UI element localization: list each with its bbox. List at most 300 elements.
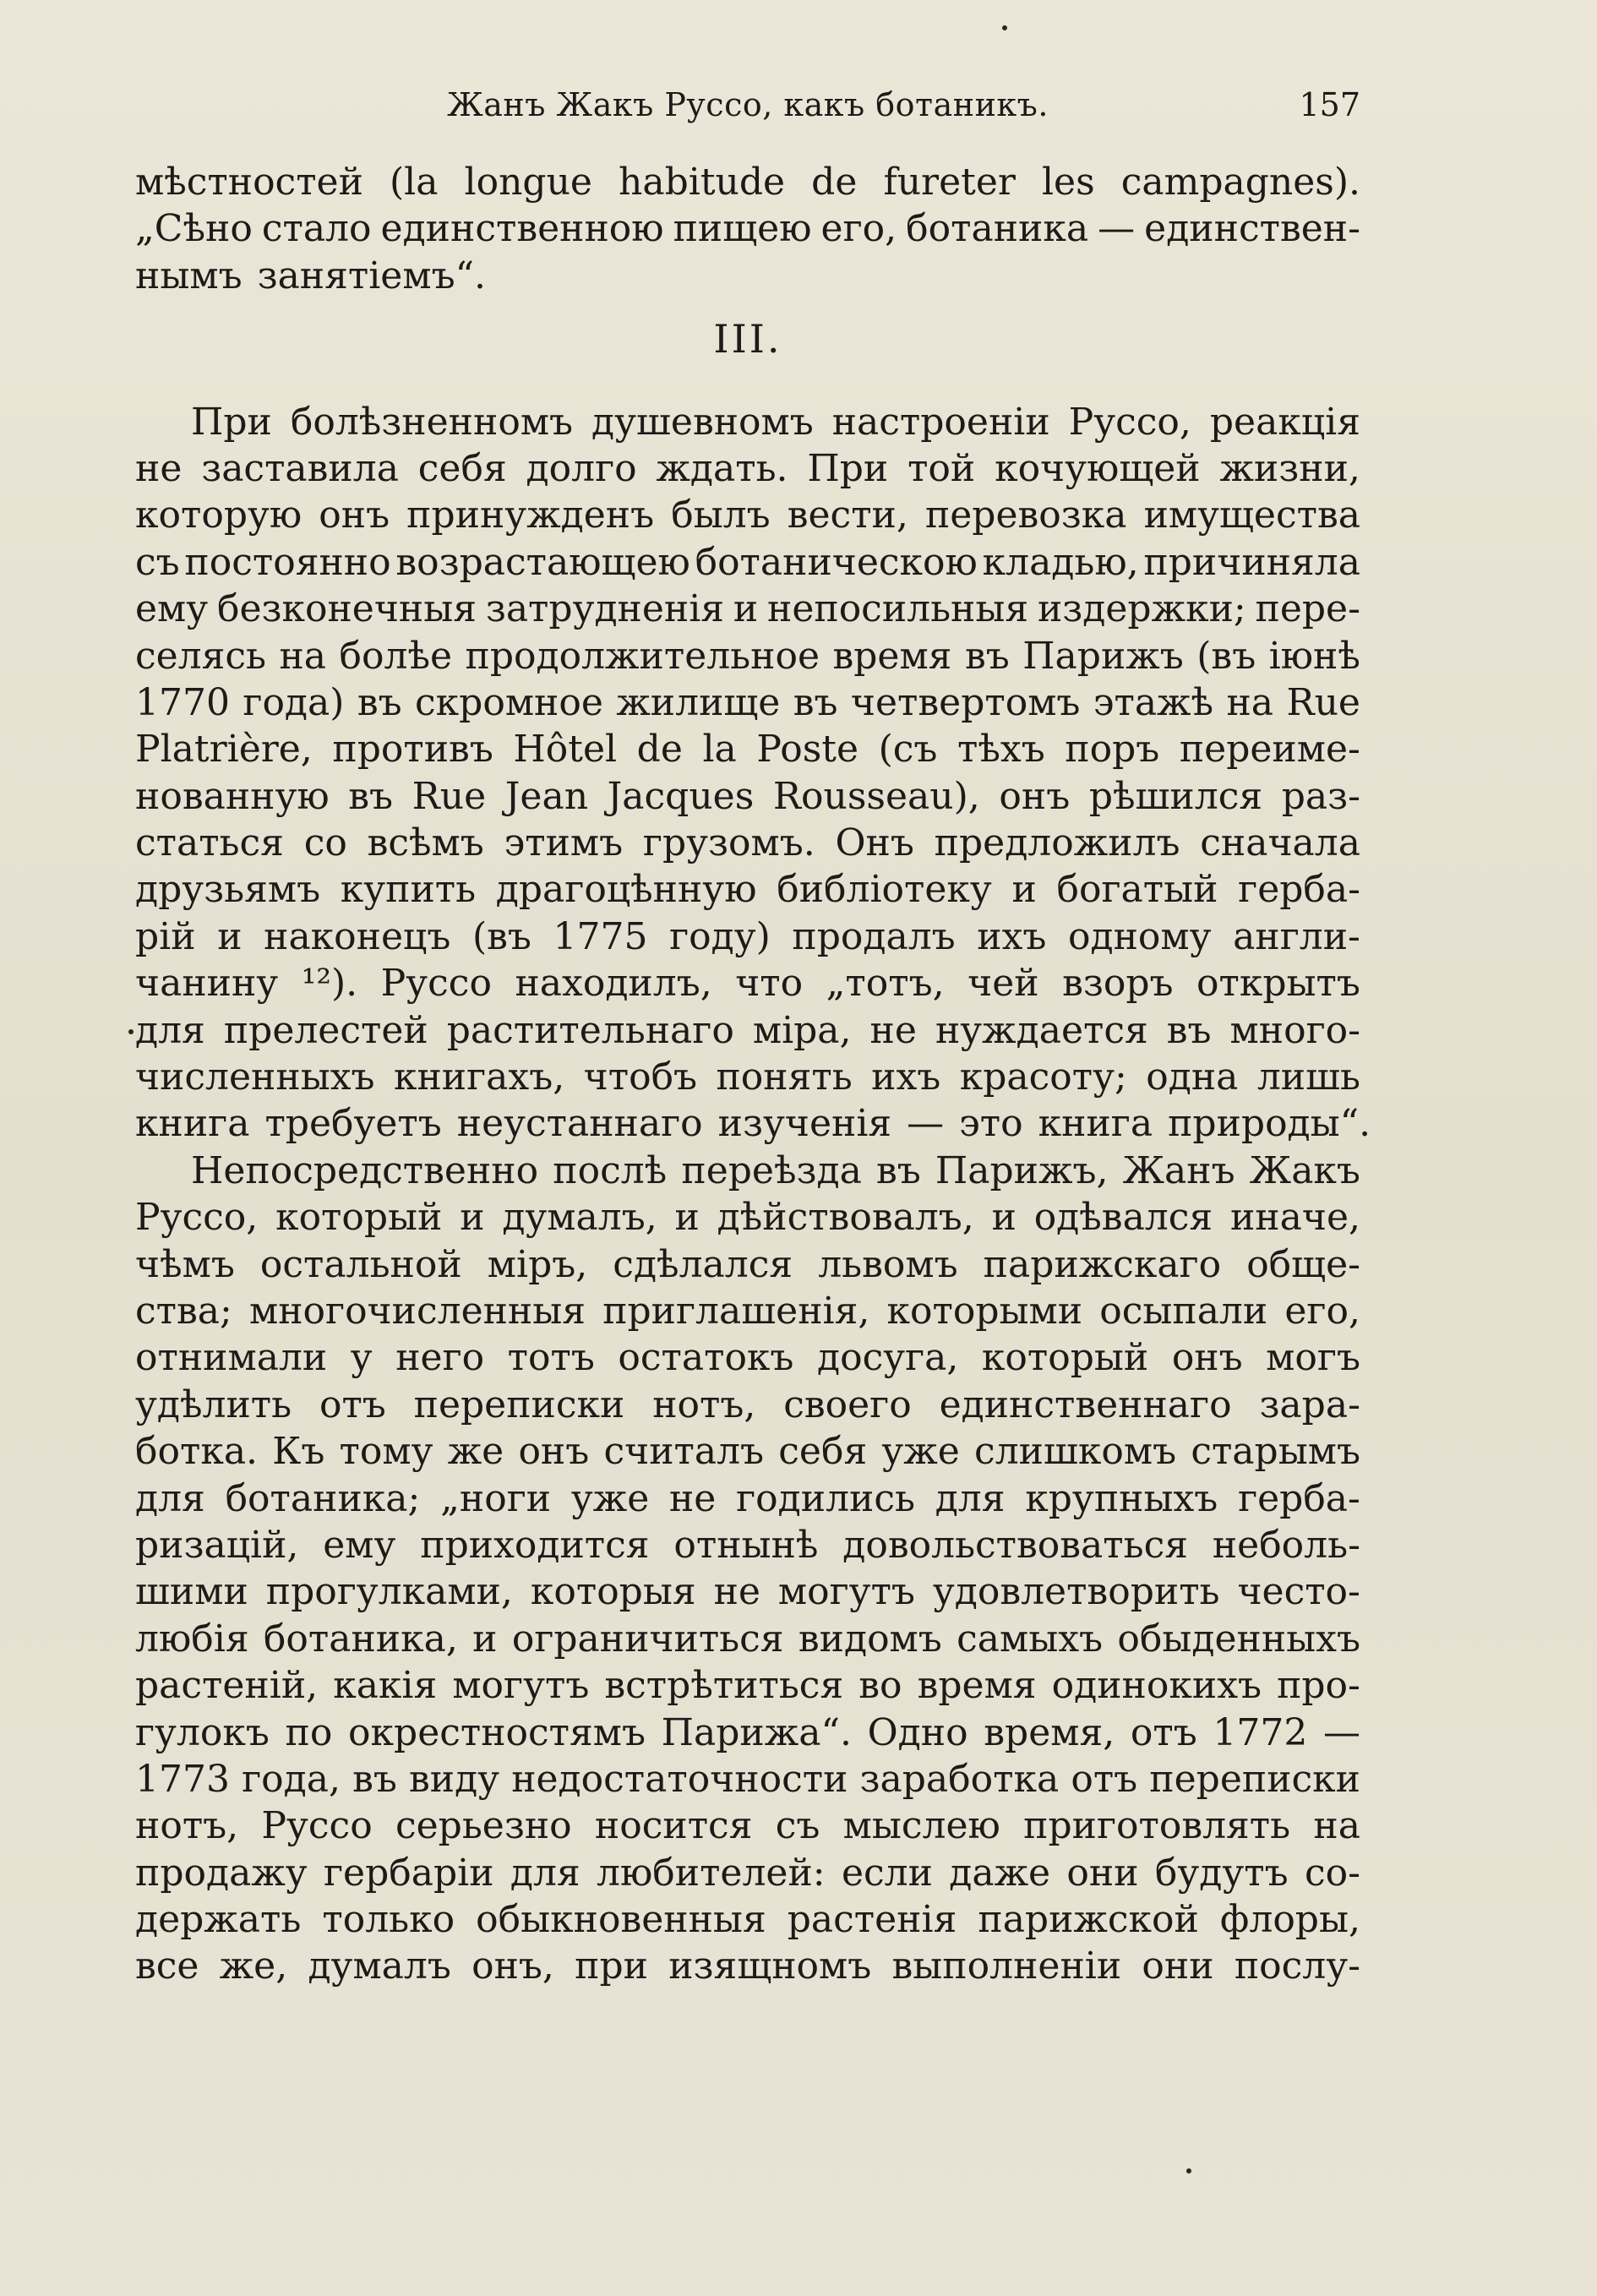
word: они: [1066, 1851, 1139, 1895]
word: какія: [333, 1664, 438, 1708]
word: (въ: [471, 914, 531, 958]
word: отнимали: [135, 1336, 328, 1380]
word: непосильныя: [767, 587, 1029, 631]
word: грузомъ.: [642, 821, 815, 865]
word: сначала: [1200, 821, 1360, 865]
word: его,: [1284, 1289, 1360, 1333]
word: „Сѣно: [135, 207, 253, 251]
word: которыми: [886, 1289, 1083, 1333]
word: затрудненія: [485, 587, 725, 631]
word: ихъ: [977, 914, 1047, 958]
word: скромное: [415, 680, 603, 724]
word: богатый: [1056, 868, 1218, 912]
word: недостаточности: [511, 1757, 848, 1801]
word: могутъ: [452, 1664, 590, 1708]
word: наконецъ: [264, 914, 451, 958]
word: могъ: [1266, 1336, 1360, 1380]
word: Одно: [867, 1710, 968, 1754]
word: единствен-: [1144, 207, 1360, 251]
word: Руссо: [380, 962, 492, 1006]
word: переиме-: [1179, 728, 1360, 772]
word: ботаника;: [225, 1476, 421, 1520]
word: ботка.: [135, 1430, 259, 1474]
word: При: [191, 400, 272, 444]
word: себя: [778, 1430, 868, 1474]
word: отъ: [1130, 1710, 1197, 1754]
text-line: [135, 1100, 1371, 1147]
word: думалъ,: [502, 1196, 657, 1240]
word: (съ: [878, 728, 938, 772]
word: для: [935, 1476, 1006, 1520]
word: Руссо,: [135, 1196, 259, 1240]
word: и: [472, 1617, 498, 1661]
word: же: [447, 1430, 504, 1474]
word: неболь-: [1212, 1523, 1360, 1567]
word: считалъ: [603, 1430, 765, 1474]
word: чтобъ: [583, 1055, 698, 1099]
word: издержки;: [1037, 587, 1246, 631]
word: будутъ: [1154, 1851, 1289, 1895]
word: уже: [881, 1430, 960, 1474]
text-line: [135, 1896, 1360, 1943]
word: іюнѣ: [1268, 634, 1360, 678]
word: открытъ: [1196, 962, 1360, 1006]
word: причиняла: [1143, 540, 1360, 584]
word: Jacques: [607, 774, 755, 818]
word: 1770: [135, 680, 230, 724]
text-line: [135, 913, 1360, 960]
text-line: [135, 1522, 1360, 1568]
word: онъ: [319, 494, 390, 537]
text-line: [135, 1568, 1360, 1615]
running-title: Жанъ Жакъ Руссо, какъ ботаникъ.: [447, 86, 1049, 123]
word: ботаническою: [695, 540, 978, 584]
word: крупныхъ: [1025, 1476, 1218, 1520]
word: въ: [1166, 1008, 1212, 1052]
word: шими: [135, 1570, 248, 1614]
text-line: [135, 1802, 1360, 1849]
word: ему: [135, 587, 209, 631]
word: думалъ: [308, 1944, 451, 1988]
word: поръ: [1065, 728, 1160, 772]
word: Rue: [412, 774, 487, 818]
word: старымъ: [1191, 1430, 1360, 1474]
word: взоръ: [1062, 962, 1174, 1006]
text-line: [135, 539, 1360, 586]
word: находилъ,: [515, 962, 712, 1006]
word: нованную: [135, 774, 330, 818]
text-line: [135, 1288, 1360, 1334]
word: заработка: [859, 1757, 1060, 1801]
word: осыпали: [1099, 1289, 1268, 1333]
word: жилище: [616, 680, 781, 724]
word: раз-: [1281, 774, 1360, 818]
word: заставила: [201, 446, 399, 490]
word: одна: [1146, 1055, 1239, 1099]
word: книга: [1038, 1102, 1153, 1146]
word: и: [460, 1196, 485, 1240]
word: продолжительное: [465, 634, 820, 678]
word: львомъ: [818, 1242, 958, 1286]
word: habitude: [619, 161, 786, 204]
word: со-: [1304, 1851, 1360, 1895]
word: отъ: [1071, 1757, 1138, 1801]
word: для: [135, 1476, 205, 1520]
word: серьезно: [395, 1804, 572, 1848]
word: Парижъ,: [935, 1148, 1109, 1192]
word: любія: [135, 1617, 249, 1661]
ink-speck: [1186, 2168, 1191, 2173]
word: друзьямъ: [135, 868, 321, 912]
word: тотъ: [507, 1336, 595, 1380]
word: во: [858, 1664, 902, 1708]
word: одинокихъ: [1051, 1664, 1262, 1708]
word: которыя: [530, 1570, 696, 1614]
word: прогулками,: [265, 1570, 513, 1614]
text-line: [135, 1475, 1360, 1522]
word: стало: [261, 207, 372, 251]
word: и: [991, 1196, 1017, 1240]
word: рій: [135, 914, 196, 958]
text-line: [135, 1241, 1360, 1288]
word: по: [285, 1710, 333, 1754]
word: досуга,: [816, 1336, 959, 1380]
word: —: [1322, 1710, 1360, 1754]
word: для: [510, 1851, 580, 1895]
word: въ: [352, 1757, 397, 1801]
word: Руссо: [261, 1804, 373, 1848]
word: это: [959, 1102, 1023, 1146]
word: него: [395, 1336, 485, 1380]
word: только: [322, 1898, 455, 1942]
word: неустаннаго: [456, 1102, 703, 1146]
word: Парижа“.: [661, 1710, 852, 1754]
word: 1775: [553, 914, 648, 958]
word: они: [1142, 1944, 1214, 1988]
word: Жакъ: [1249, 1148, 1360, 1192]
text-line: [135, 1148, 1360, 1194]
word: de: [811, 161, 858, 204]
text-line: [135, 1710, 1360, 1756]
word: для: [135, 1008, 205, 1052]
text-line: [135, 1007, 1360, 1054]
text-line: [135, 1662, 1360, 1709]
word: постоянно: [184, 540, 391, 584]
word: (la: [389, 161, 439, 204]
word: жизни,: [1219, 446, 1360, 490]
word: ограничиться: [511, 1617, 784, 1661]
word: своего: [783, 1383, 912, 1426]
word: міра,: [752, 1008, 852, 1052]
word: былъ: [671, 494, 771, 537]
word: чанину: [135, 962, 279, 1006]
word: понять: [716, 1055, 853, 1099]
word: нотъ,: [652, 1383, 756, 1426]
word: время: [917, 1664, 1037, 1708]
word: года): [243, 680, 345, 724]
word: любителей:: [597, 1851, 826, 1895]
word: въ: [348, 774, 394, 818]
word: растительнаго: [446, 1008, 734, 1052]
word: его,: [820, 207, 897, 251]
word: если: [841, 1851, 933, 1895]
word: ему: [323, 1523, 396, 1567]
word: 1772: [1213, 1710, 1308, 1754]
word: удѣлить: [135, 1383, 292, 1426]
word: годились: [736, 1476, 915, 1520]
word: ¹²).: [301, 962, 358, 1006]
word: нымъ: [135, 254, 243, 297]
word: долго: [526, 446, 637, 490]
word: ихъ: [871, 1055, 941, 1099]
word: Poste: [756, 728, 858, 772]
word: который: [275, 1196, 443, 1240]
word: зара-: [1259, 1383, 1360, 1426]
text-line: [135, 586, 1360, 632]
word: болѣе: [339, 634, 453, 678]
word: красоту;: [959, 1055, 1127, 1099]
word: которую: [135, 494, 303, 537]
word: перевозка: [924, 494, 1127, 537]
word: обще-: [1246, 1242, 1360, 1286]
word: ботаника: [906, 207, 1089, 251]
word: отнынѣ: [673, 1523, 819, 1567]
word: иначе,: [1229, 1196, 1360, 1240]
word: пищею: [673, 207, 812, 251]
word: герба-: [1238, 1476, 1360, 1520]
word: съ: [775, 1804, 820, 1848]
word: „тотъ,: [826, 962, 945, 1006]
text-line: [135, 159, 1360, 205]
text-line: [135, 1616, 1360, 1662]
word: обыкновенныя: [476, 1898, 766, 1942]
word: встрѣтиться: [604, 1664, 844, 1708]
word: предложилъ: [934, 821, 1180, 865]
word: въ: [875, 1148, 921, 1192]
word: время: [832, 634, 952, 678]
word: душевномъ: [591, 400, 814, 444]
word: продалъ: [792, 914, 956, 958]
word: Къ: [272, 1430, 325, 1474]
word: на: [1226, 680, 1274, 724]
word: статься: [135, 821, 284, 865]
word: со: [303, 821, 347, 865]
text-line: [135, 866, 1360, 913]
word: четвертомъ: [850, 680, 1081, 724]
word: что: [735, 962, 804, 1006]
text-line: [135, 679, 1360, 726]
text-line: [135, 1850, 1360, 1896]
word: единственнаго: [939, 1383, 1232, 1426]
word: книгахъ,: [393, 1055, 565, 1099]
text-line: [135, 253, 1360, 299]
text-line: [135, 773, 1360, 820]
word: въ: [357, 680, 402, 724]
word: Rue: [1286, 680, 1360, 724]
body-text: [135, 159, 1371, 1990]
word: обыденныхъ: [1117, 1617, 1360, 1661]
word: приходится: [420, 1523, 650, 1567]
word: Жанъ: [1122, 1148, 1235, 1192]
section-heading: III.: [713, 316, 782, 363]
word: книга: [135, 1102, 250, 1146]
word: уже: [570, 1476, 650, 1520]
word: въ: [964, 634, 1010, 678]
word: Jean: [504, 774, 589, 818]
word: не: [668, 1476, 717, 1520]
word: не: [135, 446, 183, 490]
word: флоры,: [1219, 1898, 1360, 1942]
text-line: [135, 399, 1360, 445]
word: міръ,: [487, 1242, 588, 1286]
word: отъ: [319, 1383, 386, 1426]
word: кочующей: [995, 446, 1201, 490]
word: не: [869, 1008, 917, 1052]
word: этимъ: [504, 821, 624, 865]
word: возрастающею: [395, 540, 690, 584]
word: селясь: [135, 634, 266, 678]
word: носится: [594, 1804, 753, 1848]
word: Онъ: [835, 821, 914, 865]
word: често-: [1237, 1570, 1360, 1614]
word: гербаріи: [324, 1851, 494, 1895]
word: longue: [464, 161, 592, 204]
word: на: [1313, 1804, 1360, 1848]
word: переписки: [413, 1383, 625, 1426]
word: ства;: [135, 1289, 232, 1333]
text-line: [135, 960, 1360, 1006]
word: парижскаго: [983, 1242, 1222, 1286]
word: растеній,: [135, 1664, 319, 1708]
word: переписки: [1149, 1757, 1360, 1801]
word: тому: [339, 1430, 433, 1474]
word: „ноги: [440, 1476, 552, 1520]
word: виду: [408, 1757, 500, 1801]
word: съ: [135, 540, 180, 584]
word: имущества: [1143, 494, 1360, 537]
word: При: [807, 446, 889, 490]
word: году): [669, 914, 771, 958]
word: изученія: [717, 1102, 892, 1146]
word: пере-: [1255, 587, 1360, 631]
word: требуетъ: [264, 1102, 442, 1146]
word: ботаника,: [263, 1617, 458, 1661]
word: изящномъ: [668, 1944, 872, 1988]
text-line: [135, 1054, 1360, 1100]
word: который: [981, 1336, 1149, 1380]
word: ждать.: [656, 446, 788, 490]
word: на: [279, 634, 327, 678]
ink-speck: [128, 1029, 134, 1034]
word: дѣйствовалъ,: [717, 1196, 974, 1240]
word: переѣзда: [681, 1148, 862, 1192]
word: приготовлять: [1023, 1804, 1291, 1848]
word: —: [1098, 207, 1136, 251]
word: природы“.: [1168, 1102, 1371, 1146]
word: чей: [967, 962, 1039, 1006]
word: окрестностямъ: [348, 1710, 646, 1754]
word: и: [217, 914, 243, 958]
text-line: [135, 1194, 1360, 1241]
word: онъ: [999, 774, 1071, 818]
word: одѣвался: [1033, 1196, 1213, 1240]
word: парижской: [978, 1898, 1199, 1942]
word: прелестей: [223, 1008, 428, 1052]
text-line: [135, 633, 1360, 679]
word: Непосредственно: [191, 1148, 539, 1192]
word: въ: [793, 680, 838, 724]
text-line: [135, 1943, 1360, 1989]
word: про-: [1277, 1664, 1360, 1708]
word: могутъ: [777, 1570, 915, 1614]
word: 1773: [135, 1757, 230, 1801]
word: и: [1011, 868, 1037, 912]
word: единственною: [380, 207, 664, 251]
word: fureter: [883, 161, 1016, 204]
word: Руссо,: [1068, 400, 1191, 444]
word: les: [1041, 161, 1095, 204]
word: растенія: [787, 1898, 957, 1942]
word: мыслею: [842, 1804, 1000, 1848]
text-line: [135, 820, 1360, 866]
word: время,: [984, 1710, 1115, 1754]
word: этажѣ: [1093, 680, 1214, 724]
word: выполненіи: [891, 1944, 1122, 1988]
word: ризацій,: [135, 1523, 299, 1567]
word: нуждается: [935, 1008, 1148, 1052]
word: держать: [135, 1898, 302, 1942]
word: Platrière,: [135, 728, 313, 772]
word: Парижъ: [1022, 634, 1184, 678]
text-line: [135, 205, 1360, 252]
word: принужденъ: [406, 494, 655, 537]
text-line: [135, 726, 1360, 772]
word: la: [702, 728, 737, 772]
word: и: [733, 587, 759, 631]
word: лишь: [1256, 1055, 1360, 1099]
word: все: [135, 1944, 199, 1988]
word: остальной: [259, 1242, 462, 1286]
word: одному: [1068, 914, 1212, 958]
word: удовлетворить: [932, 1570, 1220, 1614]
word: Hôtel: [513, 728, 618, 772]
word: видомъ: [798, 1617, 942, 1661]
word: Rousseau),: [772, 774, 980, 818]
word: послѣ: [553, 1148, 668, 1192]
word: реакція: [1209, 400, 1360, 444]
word: послу-: [1234, 1944, 1360, 1988]
word: приглашенія,: [602, 1289, 870, 1333]
word: библіотеку: [777, 868, 992, 912]
word: настроеніи: [831, 400, 1050, 444]
word: у: [350, 1336, 373, 1380]
word: занятіемъ“.: [257, 254, 487, 297]
word: при: [575, 1944, 648, 1988]
word: чѣмъ: [135, 1242, 235, 1286]
word: же,: [219, 1944, 288, 1988]
word: —: [907, 1102, 945, 1146]
word: онъ: [518, 1430, 590, 1474]
word: вести,: [787, 494, 908, 537]
word: гулокъ: [135, 1710, 270, 1754]
text-line: [135, 492, 1360, 538]
word: мѣстностей: [135, 161, 363, 204]
word: (въ: [1196, 634, 1256, 678]
word: онъ,: [471, 1944, 554, 1988]
word: драгоцѣнную: [495, 868, 757, 912]
word: англи-: [1233, 914, 1360, 958]
word: продажу: [135, 1851, 308, 1895]
